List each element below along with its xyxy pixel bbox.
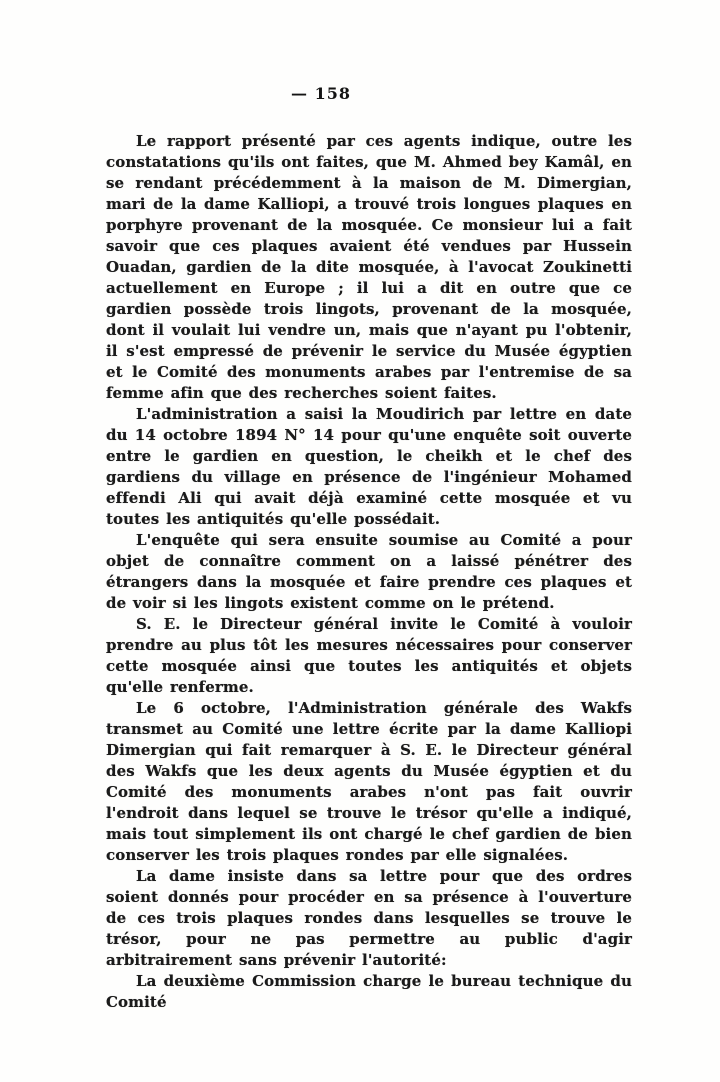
- paragraph-administration-letter: L'administration a saisi la Moudirich par lettre en date du 14 octobre 1894 N° 14 pour qu'une enquête soit ouverte entre le gardien en question, le cheikh et le chef des gardiens du village en présence de l'ingénieur Mohamed effendi Ali qui avait déjà examiné cette mosquée et vu toutes les antiquités qu'elle possédait.: [106, 405, 632, 528]
- paragraph-directeur-invite: S. E. le Directeur général invite le Comité à vouloir prendre au plus tôt les mesures nécessaires pour conserver cette mosquée ainsi que toutes les antiquités et objets qu'elle renferme.: [106, 615, 632, 696]
- paragraph-report-intro: Le rapport présenté par ces agents indique, outre les constatations qu'ils ont faites, que M. Ahmed bey Kamâl, en se rendant précédemment à la maison de M. Dimergian, mari de la dame Kalliopi, a trouvé trois longues plaques en porphyre provenant de la mosquée. Ce monsieur lui a fait savoir que ces plaques avaient été vendues par Hussein Ouadan, gardien de la dite mosquée, à l'avocat Zoukinetti actuellement en Europe ; il lui a dit en outre que ce gardien possède trois lingots, provenant de la mosquée, dont il voulait lui vendre un, mais que n'ayant pu l'obtenir, il s'est empressé de prévenir le service du Musée égyptien et le Comité des monuments arabes par l'entremise de sa femme afin que des recherches soient faites.: [106, 132, 632, 402]
- page-number: — 158: [291, 84, 351, 103]
- paragraph-dame-insiste: La dame insiste dans sa lettre pour que des ordres soient donnés pour procéder en sa présence à l'ouverture de ces trois plaques rondes dans lesquelles se trouve le trésor, pour ne pas permettre au public d'agir arbitrairement sans prévenir l'autorité:: [106, 867, 632, 969]
- paragraph-wakfs-lettre: Le 6 octobre, l'Administration générale des Wakfs transmet au Comité une lettre écrite par la dame Kalliopi Dimergian qui fait remarquer à S. E. le Directeur général des Wakfs que les deux agents du Musée égyptien et du Comité des monuments arabes n'ont pas fait ouvrir l'endroit dans lequel se trouve le trésor qu'elle a indiqué, mais tout simplement ils ont chargé le chef gardien de bien conserver les trois plaques rondes par elle signalées.: [106, 699, 632, 864]
- text-block: [106, 131, 632, 1013]
- paragraph-enquete-objet: L'enquête qui sera ensuite soumise au Comité a pour objet de connaître comment on a laissé pénétrer des étrangers dans la mosquée et faire prendre ces plaques et de voir si les lingots existent comme on le prétend.: [106, 531, 632, 612]
- paragraph-deuxieme-commission: La deuxième Commission charge le bureau technique du Comité: [106, 972, 632, 1011]
